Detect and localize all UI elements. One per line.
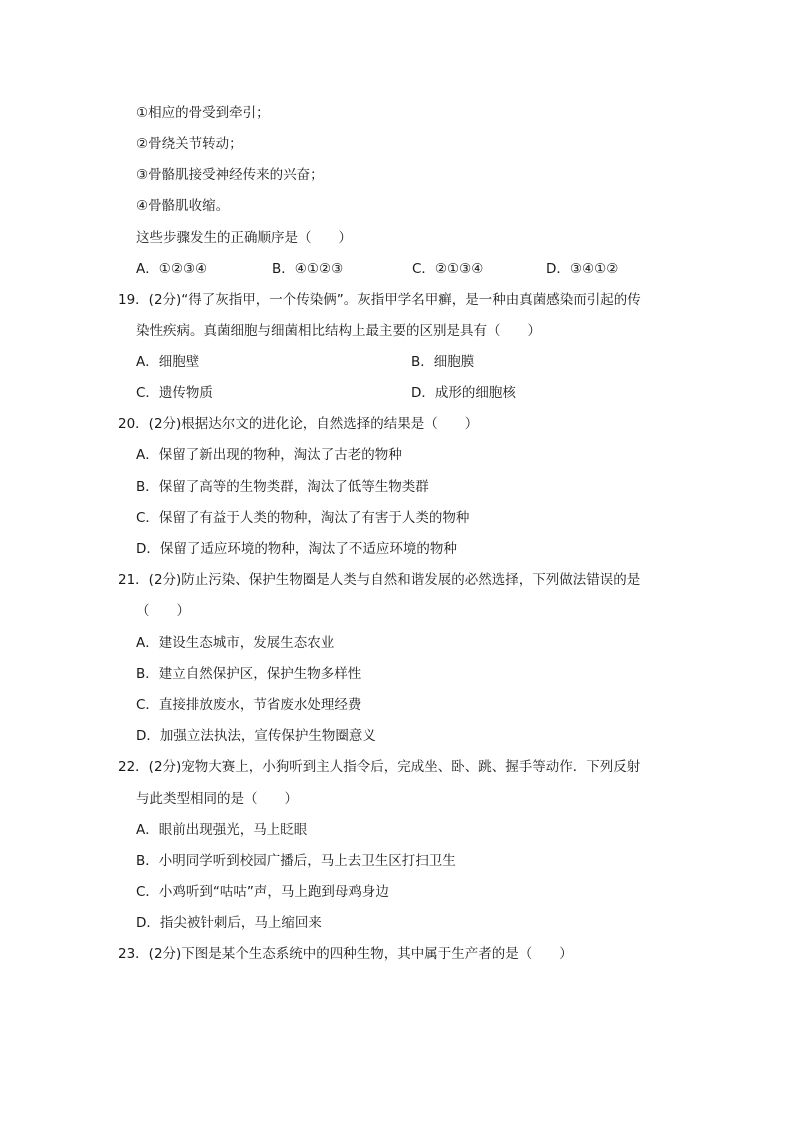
q19-stem-line-1: 19．(2分)“得了灰指甲，一个传染俩”。灰指甲学名甲癣，是一种由真菌感染而引起的传 [118, 292, 641, 308]
q21-stem-line-2: （ ） [136, 603, 190, 619]
q18-option-d[interactable]: D．③④①② [546, 261, 619, 277]
q22-stem-line-1: 22．(2分)宠物大赛上，小狗听到主人指令后，完成坐、卧、跳、握手等动作．下列反射 [118, 759, 641, 775]
q19-option-a[interactable]: A．细胞壁 [136, 354, 200, 370]
q18-step-3: ③骨骼肌接受神经传来的兴奋； [136, 167, 324, 183]
q18-step-4: ④骨骼肌收缩。 [136, 198, 230, 214]
q19-option-b[interactable]: B．细胞膜 [411, 354, 475, 370]
q19-option-d[interactable]: D．成形的细胞核 [411, 385, 516, 401]
q22-option-a[interactable]: A．眼前出现强光，马上眨眼 [136, 822, 308, 838]
q20-option-b[interactable]: B．保留了高等的生物类群，淘汰了低等生物类群 [136, 479, 429, 495]
q18-step-1: ①相应的骨受到牵引； [136, 105, 270, 121]
q18-step-2: ②骨绕关节转动； [136, 136, 243, 152]
q19-option-c[interactable]: C．遗传物质 [136, 385, 213, 401]
q20-option-d[interactable]: D．保留了适应环境的物种，淘汰了不适应环境的物种 [136, 541, 457, 557]
q22-option-d[interactable]: D．指尖被针刺后，马上缩回来 [136, 915, 322, 931]
q20-stem: 20．(2分)根据达尔文的进化论，自然选择的结果是（ ） [118, 416, 479, 432]
q20-option-a[interactable]: A．保留了新出现的物种，淘汰了古老的物种 [136, 447, 402, 463]
q21-option-c[interactable]: C．直接排放废水，节省废水处理经费 [136, 697, 362, 713]
q22-option-c[interactable]: C．小鸡听到“咕咕”声，马上跑到母鸡身边 [136, 884, 389, 900]
q21-option-a[interactable]: A．建设生态城市，发展生态农业 [136, 635, 335, 651]
q19-stem-line-2: 染性疾病。真菌细胞与细菌相比结构上最主要的区别是具有（ ） [136, 323, 541, 339]
q18-prompt: 这些步骤发生的正确顺序是（ ） [136, 230, 352, 246]
q18-option-b[interactable]: B．④①②③ [272, 261, 344, 277]
q18-option-c[interactable]: C．②①③④ [412, 261, 484, 277]
q21-option-d[interactable]: D．加强立法执法，宣传保护生物圈意义 [136, 728, 376, 744]
q22-option-b[interactable]: B．小明同学听到校园广播后，马上去卫生区打扫卫生 [136, 853, 456, 869]
q18-option-a[interactable]: A．①②③④ [136, 261, 208, 277]
q22-stem-line-2: 与此类型相同的是（ ） [136, 791, 298, 807]
q20-option-c[interactable]: C．保留了有益于人类的物种，淘汰了有害于人类的物种 [136, 510, 470, 526]
q23-stem: 23．(2分)下图是某个生态系统中的四种生物，其中属于生产者的是（ ） [118, 946, 573, 962]
q21-option-b[interactable]: B．建立自然保护区，保护生物多样性 [136, 666, 362, 682]
q21-stem-line-1: 21．(2分)防止污染、保护生物圈是人类与自然和谐发展的必然选择，下列做法错误的是 [118, 572, 641, 588]
